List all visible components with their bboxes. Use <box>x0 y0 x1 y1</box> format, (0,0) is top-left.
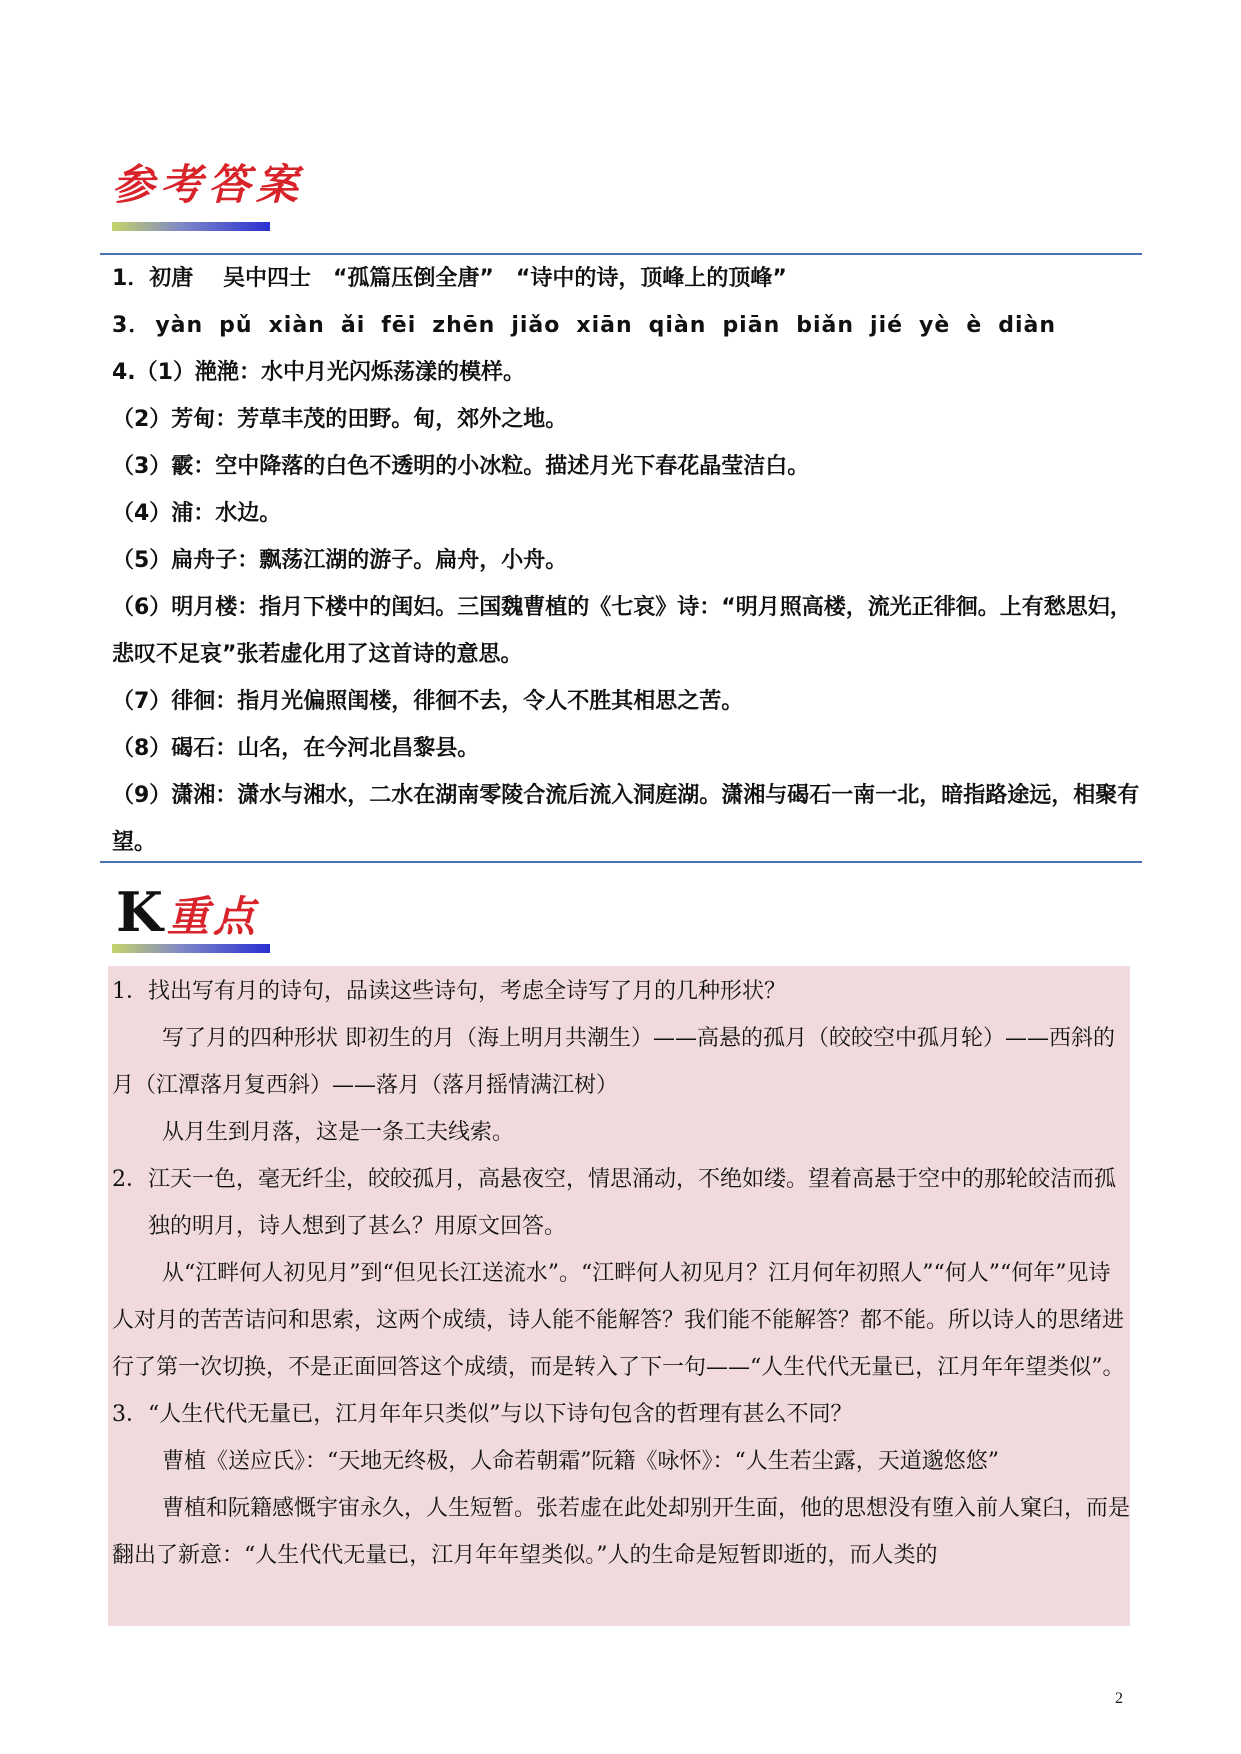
pinyin-item: fēi <box>381 313 417 338</box>
answer-4-9: （9）潇湘：潇水与湘水，二水在湖南零陵合流后流入洞庭湖。潇湘与碣石一南一北，暗指路途远，相聚有望。 <box>112 783 1140 855</box>
pinyin-item: zhēn <box>432 313 496 338</box>
answer-3-paragraph: 曹植和阮籍感慨宇宙永久，人生短暂。张若虚在此处却别开生面，他的思想没有堕入前人窠臼，而是翻出了新意：“人生代代无量已，江月年年望类似。”人的生命是短暂即逝的，而人类的 <box>112 1496 1131 1568</box>
pinyin-item: piān <box>722 313 781 338</box>
key-points-heading <box>116 880 259 944</box>
pinyin-item: yè <box>919 313 951 338</box>
key-points-text <box>112 968 1132 1579</box>
answer-4-1: 4.（1）滟滟：水中月光闪烁荡漾的模样。 <box>112 360 525 385</box>
question-3: 3．“人生代代无量已，江月年年只类似”与以下诗句包含的哲理有甚么不同？ <box>112 1402 853 1427</box>
answer-3-pinyin <box>112 302 1142 349</box>
pinyin-item: xiàn <box>268 313 325 338</box>
answer-4-7: （7）徘徊：指月光偏照闺楼，徘徊不去，令人不胜其相思之苦。 <box>112 689 744 714</box>
pinyin-item: yàn <box>155 313 204 338</box>
pinyin-prefix: 3． <box>112 313 152 338</box>
answer-4-3: （3）霰：空中降落的白色不透明的小冰粒。描述月光下春花晶莹洁白。 <box>112 454 810 479</box>
pinyin-item: xiān <box>576 313 633 338</box>
answer-4-5: （5）扁舟子：飘荡江湖的游子。扁舟，小舟。 <box>112 548 568 573</box>
answer-1-paragraph: 写了月的四种形状 即初生的月（海上明月共潮生）——高悬的孤月（皎皎空中孤月轮）——西斜的月（江潭落月复西斜）——落月（落月摇情满江树） <box>112 1026 1115 1098</box>
k-logo-letter: K <box>116 880 163 944</box>
pinyin-item: è <box>966 313 983 338</box>
answer-1: 1．初唐 吴中四士 “孤篇压倒全唐” “诗中的诗，顶峰上的顶峰” <box>112 266 787 291</box>
page-number: 2 <box>1115 1690 1123 1707</box>
answer-1-note: 从月生到月落，这是一条工夫线索。 <box>162 1120 515 1145</box>
answers-list <box>112 255 1142 866</box>
answer-2-paragraph: 从“江畔何人初见月”到“但见长江送流水”。“江畔何人初见月？江月何年初照人”“何人”“何年”见诗人对月的苦苦诘问和思索，这两个成绩，诗人能不能解答？我们能不能解答？都不能。所以诗人的思绪进行了第一次切换，不是正面回答这个成绩，而是转入了下一句——“人生代代无量已，江月年年望类似”。 <box>112 1261 1125 1380</box>
pinyin-item: jiǎo <box>511 313 561 338</box>
answer-4-6: （6）明月楼：指月下楼中的闺妇。三国魏曹植的《七哀》诗：“明月照高楼，流光正徘徊。上有愁思妇，悲叹不足哀”张若虚化用了这首诗的意思。 <box>112 595 1132 667</box>
answer-4-4: （4）浦：水边。 <box>112 501 282 526</box>
answer-4-2: （2）芳甸：芳草丰茂的田野。甸，郊外之地。 <box>112 407 568 432</box>
answer-3-quotes: 曹植《送应氏》：“天地无终极，人命若朝霜”阮籍《咏怀》：“人生若尘露，天道邈悠悠” <box>162 1449 999 1474</box>
question-1: 1．找出写有月的诗句，品读这些诗句，考虑全诗写了月的几种形状？ <box>112 979 786 1004</box>
pinyin-item: ǎi <box>340 313 366 338</box>
middle-rule <box>100 861 1142 863</box>
key-points-underline <box>112 944 270 953</box>
pinyin-item: biǎn <box>796 313 855 338</box>
question-2: 2．江天一色，毫无纤尘，皎皎孤月，高悬夜空，情思涌动，不绝如缕。望着高悬于空中的那轮皎洁而孤独的明月，诗人想到了甚么？用原文回答。 <box>112 1167 1117 1239</box>
pinyin-item: pǔ <box>219 313 253 338</box>
pinyin-item: diàn <box>998 313 1057 338</box>
answers-heading: 参考答案 <box>112 160 305 209</box>
pinyin-item: jié <box>870 313 904 338</box>
answers-heading-underline <box>112 222 270 231</box>
answer-4-8: （8）碣石：山名，在今河北昌黎县。 <box>112 736 480 761</box>
pinyin-item: qiàn <box>648 313 707 338</box>
key-points-title: 重点 <box>166 892 259 941</box>
